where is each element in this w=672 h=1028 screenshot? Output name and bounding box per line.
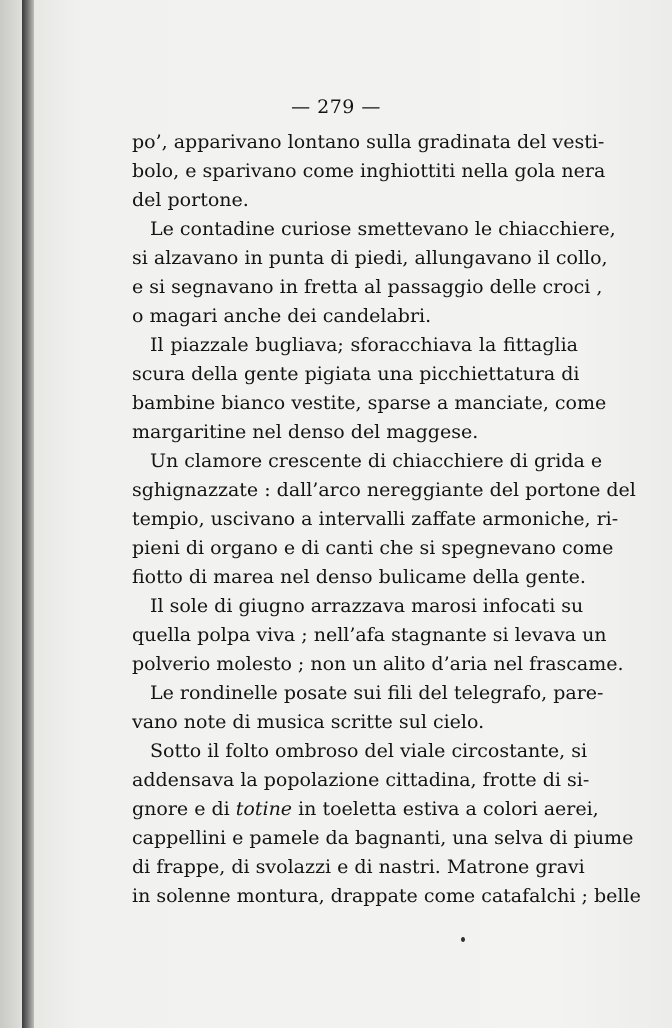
text-line: bolo, e sparivano come inghiottiti nella gola nera — [132, 160, 606, 182]
text-line: Il piazzale bugliava; sforacchiava la fittaglia — [150, 334, 578, 356]
text-line: polverio molesto ; non un alito d’aria nel frascame. — [132, 653, 624, 675]
text-line: Le contadine curiose smettevano le chiacchiere, — [150, 218, 616, 240]
text-line: Un clamore crescente di chiacchiere di grida e — [150, 450, 603, 472]
text-line: pieni di organo e di canti che si spegnevano come — [132, 537, 614, 559]
binding-edge — [22, 0, 34, 1028]
text-line: in solenne montura, drappate come catafalchi ; belle — [132, 885, 641, 907]
text-line: margaritine nel denso del maggese. — [132, 421, 479, 443]
text-line: Sotto il folto ombroso del viale circostante, si — [150, 740, 588, 762]
text-line: scura della gente pigiata una picchiettatura di — [132, 363, 580, 385]
text-line: o magari anche dei candelabri. — [132, 305, 432, 327]
text-line: quella polpa viva ; nell’afa stagnante si levava un — [132, 624, 607, 646]
text-line: vano note di musica scritte sul cielo. — [132, 711, 485, 733]
ink-speck — [461, 937, 465, 942]
text-line: e si segnavano in fretta al passaggio delle croci , — [132, 276, 603, 298]
text-line: addensava la popolazione cittadina, frotte di si- — [132, 769, 590, 791]
text-line: si alzavano in punta di piedi, allungavano il collo, — [132, 247, 608, 269]
text-line: Il sole di giugno arrazzava marosi infocati su — [150, 595, 584, 617]
text-line: gnore e di totine in toeletta estiva a colori aerei, — [132, 798, 599, 820]
page-number: — 279 — — [291, 96, 381, 118]
text-line: bambine bianco vestite, sparse a manciate, come — [132, 392, 607, 414]
text-line: cappellini e pamele da bagnanti, una selva di piume — [132, 827, 634, 849]
text-line: di frappe, di svolazzi e di nastri. Matrone gravi — [132, 856, 585, 878]
text-line: Le rondinelle posate sui fili del telegrafo, pare- — [150, 682, 604, 704]
text-line: tempio, uscivano a intervalli zaffate armoniche, ri- — [132, 508, 619, 530]
text-line: del portone. — [132, 189, 249, 211]
text-line: fiotto di marea nel denso bulicame della gente. — [132, 566, 586, 588]
text-line: sghignazzate : dall’arco nereggiante del portone del — [132, 479, 636, 501]
text-line: po’, apparivano lontano sulla gradinata del vesti- — [132, 131, 605, 153]
italic-word: totine — [235, 798, 293, 820]
body-text — [132, 128, 641, 911]
